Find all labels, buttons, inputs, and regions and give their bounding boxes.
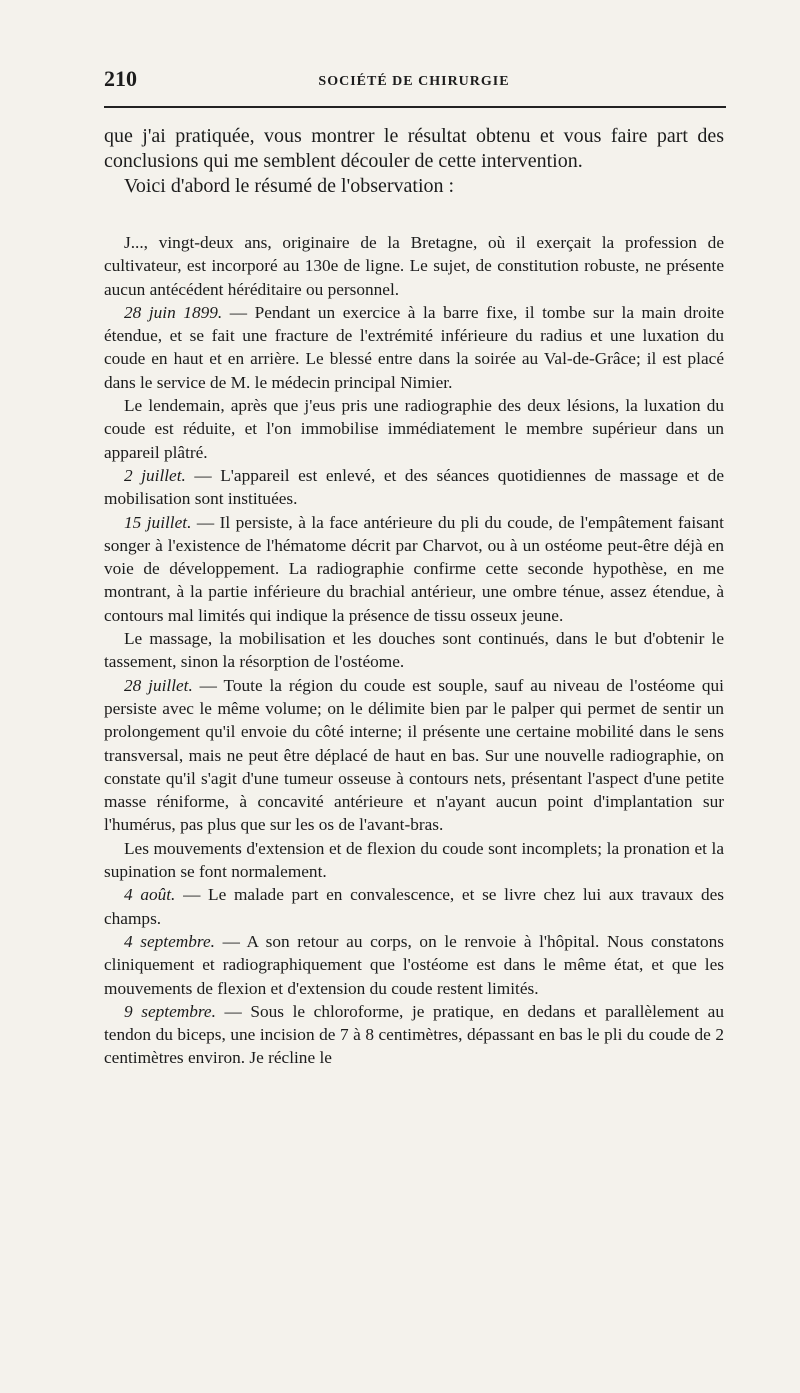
observation-date: 28 juillet. xyxy=(124,675,193,695)
intro-paragraph: que j'ai pratiquée, vous montrer le résultat obtenu et vous faire part des conclusions qui me semblent découler de cette intervention. xyxy=(104,125,724,172)
observation-paragraph xyxy=(104,231,724,301)
observation-paragraph xyxy=(104,883,724,930)
observation-text: — Pendant un exercice à la barre fixe, il tombe sur la main droite étendue, et se fait une fracture de l'extrémité inférieure du radius et une luxation du coude en haut et en arrière. Le blessé entre dans la soirée au Val-de-Grâce; il est placé dans le service de M. le médecin principal Nimier. xyxy=(104,302,724,392)
observation-text: — A son retour au corps, on le renvoie à l'hôpital. Nous constatons cliniquement et radiographiquement que l'ostéome est dans le même état, et que les mouvements de flexion et d'extension du coude restent limités. xyxy=(104,931,725,998)
observation-paragraph xyxy=(104,1000,724,1070)
observation-date: 28 juin 1899. xyxy=(124,302,223,322)
page-header xyxy=(104,66,724,96)
observation-paragraph xyxy=(104,394,724,464)
observation-text: Le lendemain, après que j'eus pris une radiographie des deux lésions, la luxation du coude est réduite, et l'on immobilise immédiatement le membre supérieur dans un appareil plâtré. xyxy=(104,396,724,462)
running-head: SOCIÉTÉ DE CHIRURGIE xyxy=(318,74,510,89)
observation-text: Le massage, la mobilisation et les douches sont continués, dans le but d'obtenir le tassement, sinon la résorption de l'ostéome. xyxy=(104,629,724,672)
body-text xyxy=(104,124,724,1070)
observation-text: J..., vingt-deux ans, originaire de la Bretagne, où il exerçait la profession de cultivateur, est incorporé au 130e de ligne. Le sujet, de constitution robuste, ne présente aucun antécédent héréditaire ou personnel. xyxy=(104,233,724,299)
observation-paragraph xyxy=(104,464,724,511)
observation-paragraph xyxy=(104,674,724,837)
observation-date: 2 juillet. xyxy=(124,465,186,485)
page-number: 210 xyxy=(104,66,137,91)
header-rule xyxy=(104,106,726,108)
observation-date: 15 juillet. xyxy=(124,512,192,532)
observation-paragraph xyxy=(104,511,724,627)
observation-paragraph xyxy=(104,837,724,884)
observation-text: — Le malade part en convalescence, et se livre chez lui aux travaux des champs. xyxy=(104,885,724,928)
observation-text: — Toute la région du coude est souple, sauf au niveau de l'ostéome qui persiste avec le même volume; on le délimite bien par le palper qui permet de sentir un prolongement qu'il envoie du côté interne; il présente une certaine mobilité dans le sens transversal, mais ne peut être déplacé de haut en bas. Sur une nouvelle radiographie, on constate qu'il s'agit d'une tumeur osseuse à contours nets, présentant l'aspect d'une petite masse réniforme, à concavité antérieure et n'ayant aucun point d'implantation sur l'humérus, pas plus que sur les os de l'avant-bras. xyxy=(104,675,724,835)
observation-text: — L'appareil est enlevé, et des séances quotidiennes de massage et de mobilisation sont instituées. xyxy=(104,465,724,509)
observation-paragraph xyxy=(104,627,724,674)
observation-text: — Sous le chloroforme, je pratique, en dedans et parallèlement au tendon du biceps, une incision de 7 à 8 centimètres, dépassant en bas le pli du coude de 2 centimètres environ. Je récline le xyxy=(104,1001,724,1068)
observation-text: — Il persiste, à la face antérieure du pli du coude, de l'empâtement faisant songer à l'existence de l'hématome décrit par Charvot, ou à un ostéome peut-être déjà en voie de développement. La radiographie confirme cette seconde hypothèse, en me montrant, à la partie inférieure du brachial antérieur, une ombre ténue, assez étendue, à contours mal limités qui indique la présence de tissu osseux jeune. xyxy=(104,512,724,625)
paragraph-gap xyxy=(104,199,724,231)
observation-date: 4 août. xyxy=(124,885,176,905)
observation-paragraph xyxy=(104,301,724,394)
observation-date: 9 septembre. xyxy=(124,1001,216,1021)
observation-date: 4 septembre. xyxy=(124,931,215,951)
observation-text: Les mouvements d'extension et de flexion du coude sont incomplets; la pronation et la supination se font normalement. xyxy=(104,838,724,882)
intro-paragraph: Voici d'abord le résumé de l'observation : xyxy=(124,175,455,197)
observation-paragraph xyxy=(104,930,724,1000)
